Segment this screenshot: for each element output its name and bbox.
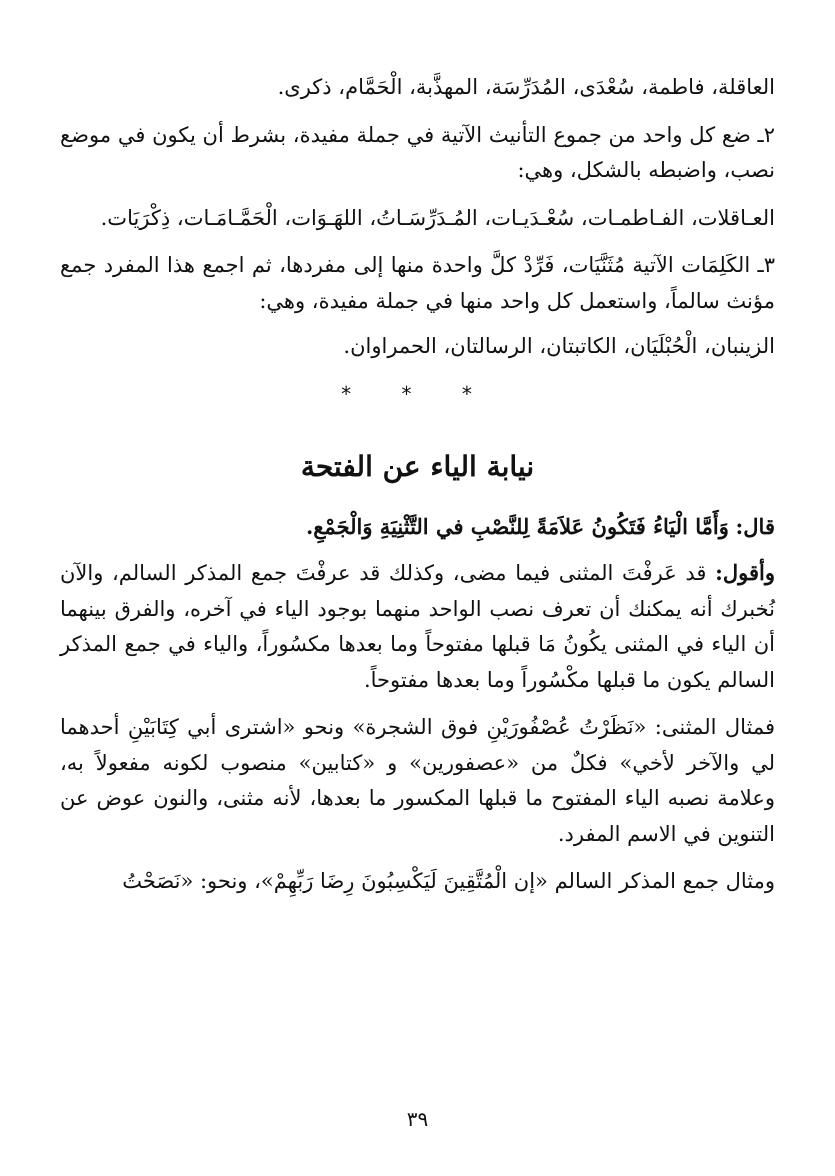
section-divider: * * *	[341, 381, 494, 406]
exercise-3: ٣ـ الكَلِمَات الآتية مُثَنَّيَات، فَرِّدْ كلَّ واحدة منها إلى مفردها، ثم اجمع هذا المفرد جمع مؤنث سالماً، واستعمل كل واحد منها في جملة مفيدة، وهي:	[60, 253, 775, 313]
dual-example-paragraph: فمثال المثنى: «نَظَرْتُ عُصْفُورَيْنِ فوق الشجرة» ونحو «اشترى أبي كِتَابَيْنِ أحدهما لي والآخر لأخي» فكلٌ من «عصفورين» و «كتابين» منصوب لكونه مفعولاً به، وعلامة نصبه الياء المفتوح ما قبلها المكسور ما بعدها، لأنه مثنى، والنون عوض عن التنوين في الاسم المفرد.	[60, 715, 775, 846]
commentary-paragraph	[60, 555, 775, 698]
exercise-2-words: العـاقلات، الفـاطمـات، سُعْـدَيـات، المُـدَرِّسَـاتُ، اللهَـوَات، الْحَمَّـامَـات، ذِكْرَيَات.	[100, 205, 775, 230]
statement-lead: قال:	[735, 513, 775, 539]
page-body	[60, 70, 775, 900]
statement-text: وَأَمَّا الْيَاءُ فَتَكُونُ عَلاَمَةً لِلنَّصْبِ في التَّثْنِيَةِ وَالْجَمْعِ.	[305, 513, 729, 539]
exercise-3-words: الزينبان، الْحُبْلَيَان، الكاتبتان، الرسالتان، الحمراوان.	[343, 334, 775, 358]
commentary-lead: وأقول:	[715, 560, 775, 585]
commentary-text: قد عَرفْتَ المثنى فيما مضى، وكذلك قد عرفْتَ جمع المذكر السالم، والآن نُخبرك أنه يمكنك أن تعرف نصب الواحد منهما بوجود الياء في آخره، والفرق بينهما أن الياء في المثنى يكُونُ مَا قبلها مفتوحاً وما بعدها مكسُوراً، والياء في جمع المذكر السالم يكون ما قبلها مكْسُوراً وما بعدها مفتوحاً.	[60, 561, 775, 692]
section-heading: نيابة الياء عن الفتحة	[300, 449, 535, 483]
plural-example-paragraph: ومثال جمع المذكر السالم «إن الْمُتَّقِينَ لَيَكْسِبُونَ رِضَا رَبِّهِمْ»، ونحو: «نَصَحْتُ	[122, 869, 775, 893]
page-number: ٣٩	[406, 1107, 429, 1131]
exercise-2: ٢ـ ضع كل واحد من جموع التأنيث الآتية في جملة مفيدة، بشرط أن يكون في موضع نصب، واضبطه بالشكل، وهي:	[60, 122, 775, 182]
author-statement	[60, 509, 775, 546]
paragraph-feminine-words: العاقلة، فاطمة، سُعْدَى، المُدَرِّسَة، المهذَّبة، الْحَمَّام، ذكرى.	[277, 75, 775, 99]
